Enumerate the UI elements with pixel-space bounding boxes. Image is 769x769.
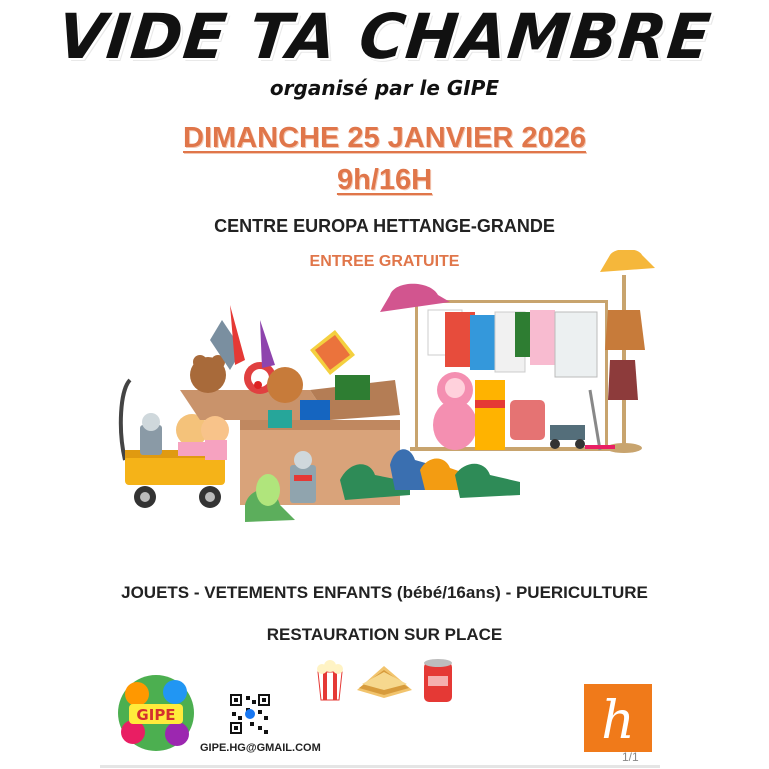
page-number: 1/1 [622,750,639,764]
gipe-logo [115,672,197,754]
event-date: DIMANCHE 25 JANVIER 2026 [183,122,586,154]
gipe-logo-text: GIPE [136,706,176,724]
h-logo [584,684,652,752]
bottom-divider [100,765,660,768]
event-time: 9h/16H [336,164,433,196]
poster-subtitle: organisé par le GIPE [269,76,500,100]
qr-code-icon[interactable] [228,692,272,736]
poster-title: VIDE TA CHAMBRE [54,0,715,73]
event-venue: CENTRE EUROPA HETTANGE-GRANDE [214,216,555,236]
food-icons [312,654,462,704]
toys-illustration [110,250,670,540]
h-logo-letter: h [601,691,635,751]
items-list: JOUETS - VETEMENTS ENFANTS (bébé/16ans) - PUERICULTURE [121,583,648,602]
clothes-rack-icon [380,250,655,453]
entry-info: ENTREE GRATUITE [309,253,460,270]
restauration-info: RESTAURATION SUR PLACE [266,625,503,644]
sandwich-icon [357,666,412,698]
popcorn-icon [317,660,343,700]
soda-can-icon [424,659,452,702]
contact-email[interactable]: GIPE.HG@GMAIL.COM [200,742,321,754]
